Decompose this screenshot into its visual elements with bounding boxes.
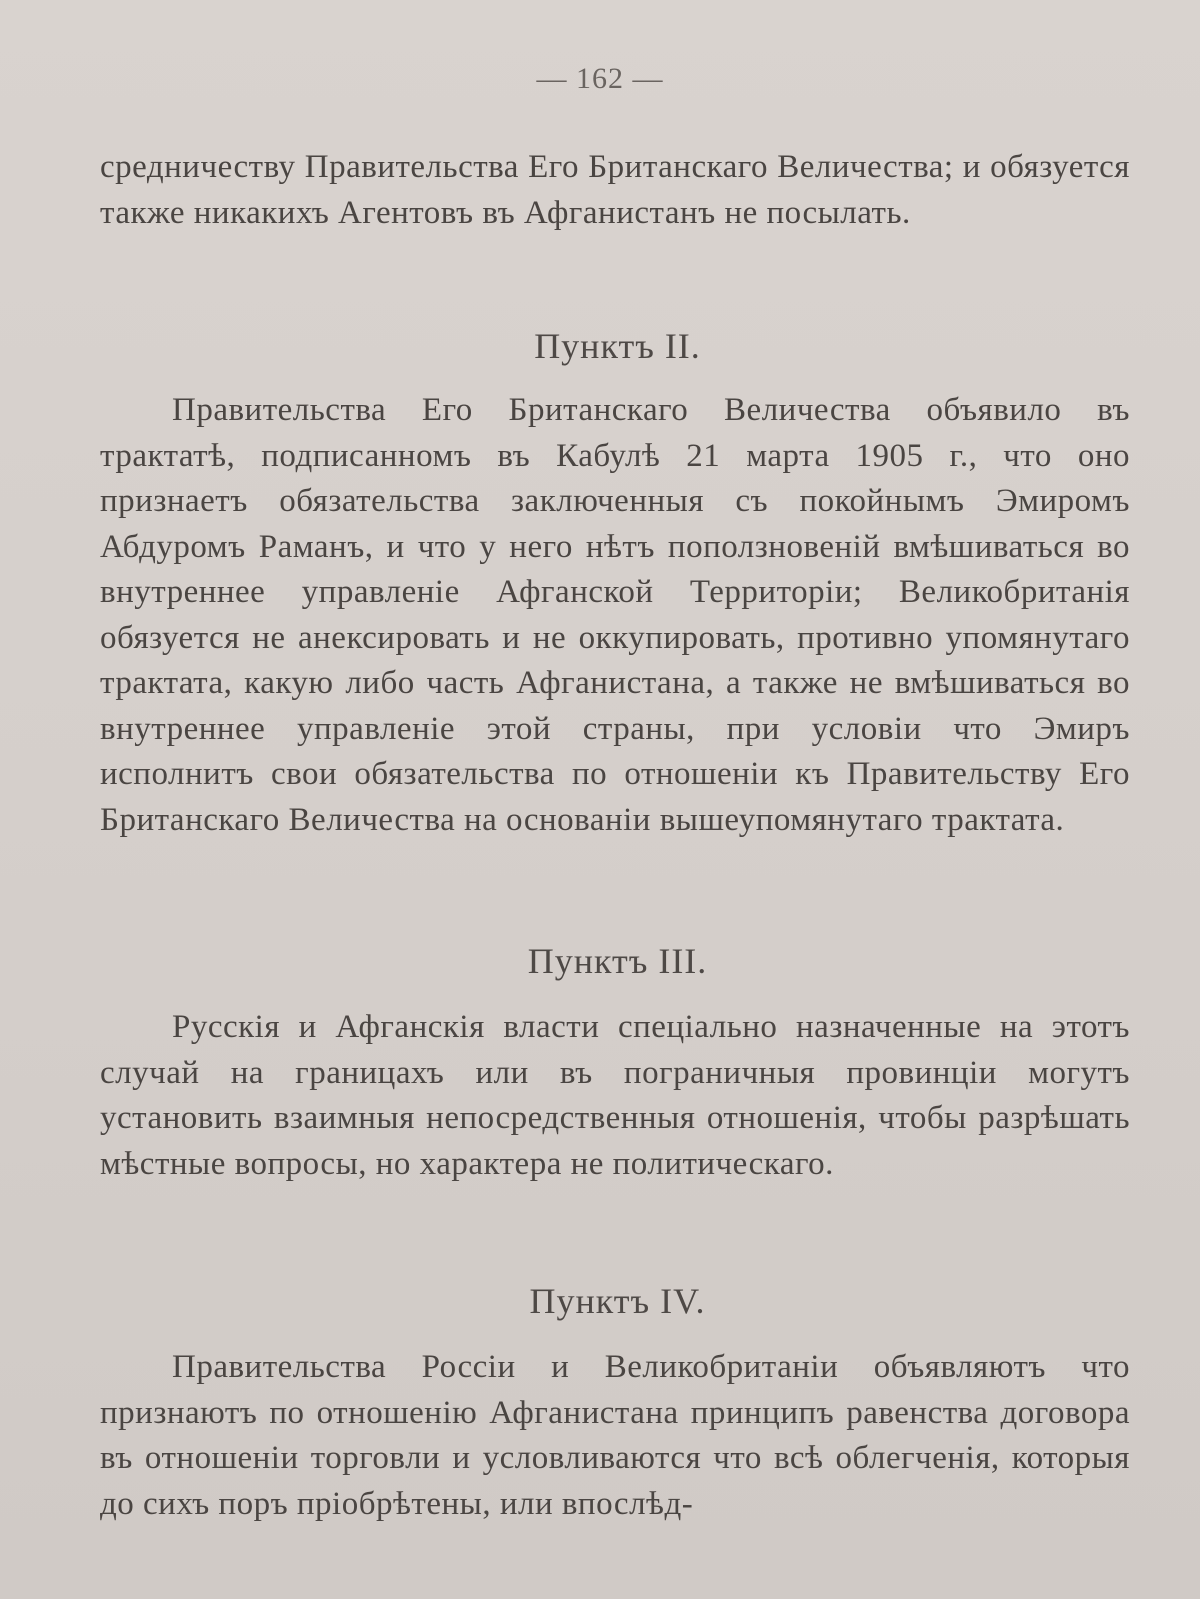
section-paragraph-4: Правительства Россіи и Великобританіи объявляютъ что признаютъ по отношенію Афганистана принципъ равенства договора въ отношеніи торговли и условливаются что всѣ облегченія, которыя до сихъ поръ пріобрѣтены, или впослѣд- bbox=[100, 1349, 1130, 1522]
section-title-4: Пунктъ IV. bbox=[529, 1281, 706, 1321]
section-paragraph-2: Правительства Его Британскаго Величества объявило въ трактатѣ, подписанномъ въ Кабулѣ 21 марта 1905 г., что оно признаетъ обязательства заключенныя съ покойнымъ Эмиромъ Абдуромъ Раманъ, и что у него нѣтъ поползновеній вмѣшиваться во внутреннее управленіе Афганской Территоріи; Великобританія обязуется не анексировать и не оккупировать, противно упомянутаго трактата, какую либо часть Афганистана, а также не вмѣшиваться во внутреннее управленіе этой страны, при условіи что Эмиръ исполнитъ свои обязательства по отношеніи къ Правительству Его Британскаго Величества на основаніи вышеупомянутаго трактата. bbox=[100, 392, 1130, 838]
section-body-2 bbox=[100, 388, 1130, 843]
section-paragraph-3: Русскія и Афганскія власти спеціально назначенные на этотъ случай на границахъ или въ пограничныя провинціи могутъ установить взаимныя непосредственныя отношенія, чтобы разрѣшать мѣстные вопросы, но характера не политическаго. bbox=[100, 1009, 1130, 1182]
section-body-4 bbox=[100, 1345, 1130, 1527]
section-body-3 bbox=[100, 1005, 1130, 1187]
section-title-3: Пунктъ III. bbox=[527, 941, 708, 981]
intro-paragraph: средничеству Правительства Его Британскаго Величества; и обязуется также никакихъ Агентовъ въ Афганистанъ не посылать. bbox=[100, 149, 1130, 231]
intro-paragraph-block bbox=[100, 145, 1130, 236]
page-number: — 162 — bbox=[536, 62, 664, 95]
section-title-2: Пунктъ II. bbox=[534, 326, 701, 366]
